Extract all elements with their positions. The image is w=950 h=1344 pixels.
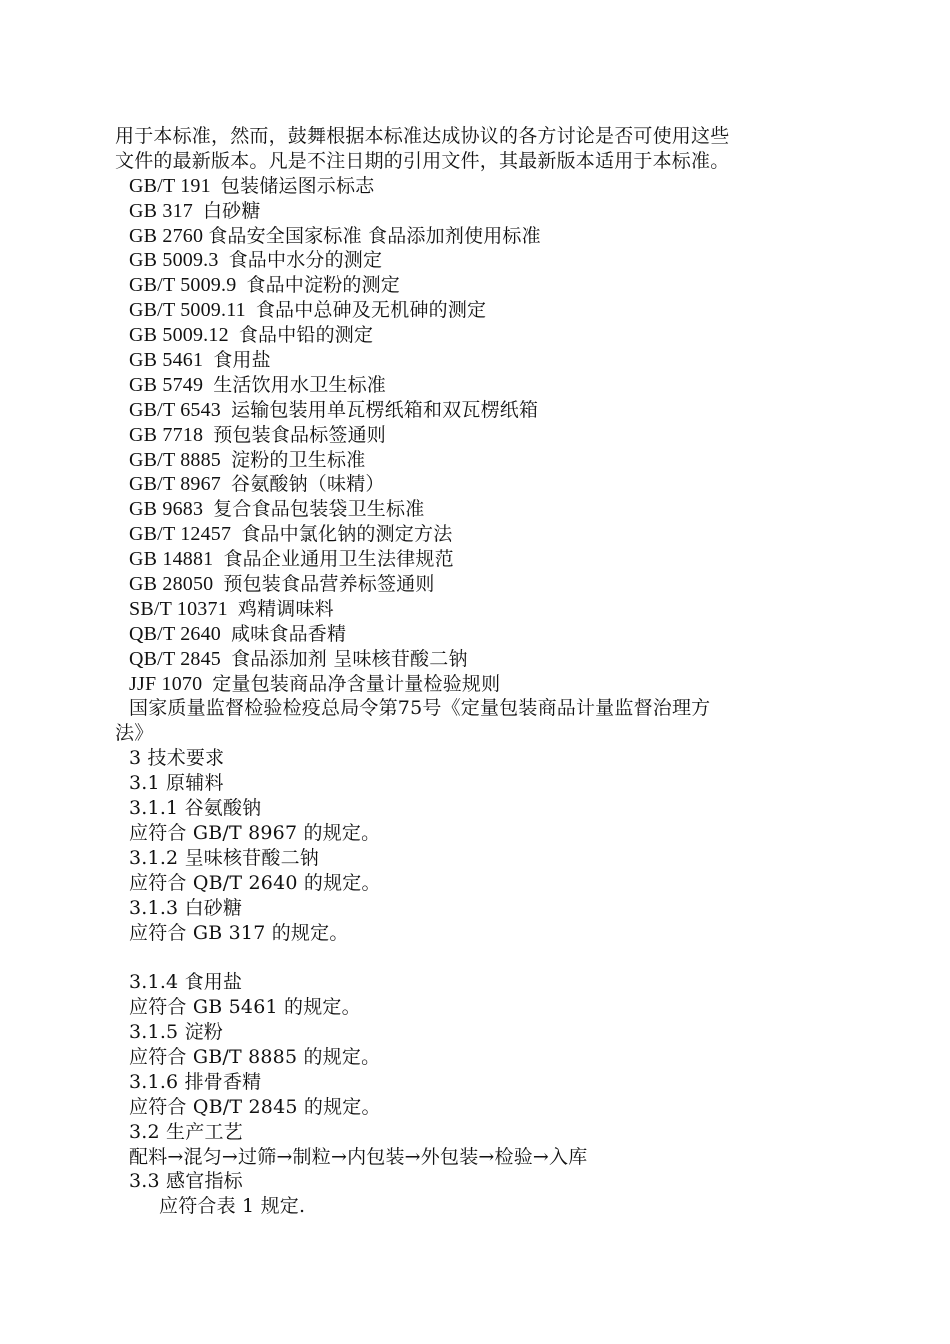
reference-title: 食品中铅的测定 bbox=[238, 324, 374, 347]
reference-code: GB/T 12457 bbox=[129, 523, 232, 546]
reference-code: GB 9683 bbox=[129, 498, 204, 521]
section-heading-3-2: 3.2 生产工艺 bbox=[129, 1120, 243, 1143]
reference-item bbox=[115, 423, 845, 448]
reference-item bbox=[115, 298, 845, 323]
reference-code: QB/T 2640 bbox=[129, 622, 221, 645]
reference-code: GB 2760 bbox=[129, 224, 204, 247]
reference-code: GB 5009.3 bbox=[129, 249, 219, 272]
reference-code: GB 14881 bbox=[129, 548, 214, 571]
reference-title: 预包装食品营养标签通则 bbox=[223, 573, 435, 596]
reference-item bbox=[115, 497, 845, 522]
reference-code: JJF 1070 bbox=[129, 672, 203, 695]
section-body-3-1-6: 应符合 QB/T 2845 的规定。 bbox=[129, 1095, 381, 1118]
reference-code: GB/T 6543 bbox=[129, 398, 221, 421]
blank-line bbox=[115, 945, 845, 970]
section-heading-3-3: 3.3 感官指标 bbox=[129, 1170, 243, 1193]
section-heading-3-1-5: 3.1.5 淀粉 bbox=[129, 1021, 223, 1044]
reference-title: 食品中淀粉的测定 bbox=[246, 274, 401, 297]
section-body-3-3: 应符合表 1 规定. bbox=[159, 1195, 306, 1218]
reference-code: GB 7718 bbox=[129, 423, 204, 446]
section-heading-3: 3 技术要求 bbox=[129, 747, 225, 770]
reference-item bbox=[115, 174, 845, 199]
reference-title: 鸡精调味料 bbox=[237, 597, 334, 620]
section-heading-3-1: 3.1 原辅料 bbox=[129, 772, 224, 795]
reference-item bbox=[115, 622, 845, 647]
reference-code: GB/T 191 bbox=[129, 174, 211, 197]
intro-line-2: 文件的最新版本。凡是不注日期的引用文件，其最新版本适用于本标准。 bbox=[115, 149, 730, 172]
reference-item bbox=[115, 224, 845, 249]
reference-title: 食品中水分的测定 bbox=[228, 249, 383, 272]
reference-code: GB/T 5009.9 bbox=[129, 274, 237, 297]
reference-title: 食用盐 bbox=[213, 349, 271, 372]
section-body-3-1-5: 应符合 GB/T 8885 的规定。 bbox=[129, 1045, 381, 1068]
reference-code: GB 28050 bbox=[129, 573, 214, 596]
reference-code: SB/T 10371 bbox=[129, 597, 228, 620]
reference-title: 食品添加剂 呈味核苷酸二钠 bbox=[231, 647, 468, 670]
reference-title: 食品安全国家标准 食品添加剂使用标准 bbox=[208, 224, 541, 247]
reference-item bbox=[115, 547, 845, 572]
decree-line-1: 国家质量监督检验检疫总局令第75号《定量包装商品计量监督治理方 bbox=[129, 697, 711, 720]
section-body-3-1-3: 应符合 GB 317 的规定。 bbox=[129, 921, 349, 944]
reference-code: GB 317 bbox=[129, 199, 193, 222]
reference-item bbox=[115, 647, 845, 672]
reference-item bbox=[115, 522, 845, 547]
reference-title: 食品中氯化钠的测定方法 bbox=[241, 523, 453, 546]
section-heading-3-1-6: 3.1.6 排骨香精 bbox=[129, 1070, 262, 1093]
reference-item bbox=[115, 398, 845, 423]
reference-title: 预包装食品标签通则 bbox=[213, 423, 386, 446]
reference-code: GB/T 5009.11 bbox=[129, 299, 246, 322]
reference-code: QB/T 2845 bbox=[129, 647, 221, 670]
section-body-3-1-2: 应符合 QB/T 2640 的规定。 bbox=[129, 871, 381, 894]
reference-item bbox=[115, 199, 845, 224]
reference-item bbox=[115, 672, 845, 697]
section-heading-3-1-2: 3.1.2 呈味核苷酸二钠 bbox=[129, 846, 319, 869]
reference-title: 谷氨酸钠（味精） bbox=[231, 473, 385, 496]
reference-title: 咸味食品香精 bbox=[231, 622, 347, 645]
reference-title: 白砂糖 bbox=[202, 199, 261, 222]
section-heading-3-1-3: 3.1.3 白砂糖 bbox=[129, 896, 243, 919]
reference-item bbox=[115, 373, 845, 398]
reference-item bbox=[115, 323, 845, 348]
reference-item bbox=[115, 248, 845, 273]
reference-item bbox=[115, 597, 845, 622]
reference-title: 食品中总砷及无机砷的测定 bbox=[255, 299, 487, 322]
reference-item bbox=[115, 448, 845, 473]
reference-code: GB 5461 bbox=[129, 349, 204, 372]
reference-code: GB/T 8967 bbox=[129, 473, 221, 496]
reference-item bbox=[115, 273, 845, 298]
section-heading-3-1-1: 3.1.1 谷氨酸钠 bbox=[129, 797, 262, 820]
section-heading-3-1-4: 3.1.4 食用盐 bbox=[129, 971, 243, 994]
reference-title: 复合食品包装袋卫生标准 bbox=[213, 498, 425, 521]
reference-title: 定量包装商品净含量计量检验规则 bbox=[212, 672, 501, 695]
reference-code: GB/T 8885 bbox=[129, 448, 221, 471]
section-body-3-1-1: 应符合 GB/T 8967 的规定。 bbox=[129, 821, 381, 844]
reference-title: 包装储运图示标志 bbox=[220, 174, 375, 197]
reference-title: 运输包装用单瓦楞纸箱和双瓦楞纸箱 bbox=[231, 398, 539, 421]
reference-item bbox=[115, 348, 845, 373]
document-body bbox=[115, 124, 845, 1219]
reference-item bbox=[115, 472, 845, 497]
reference-title: 生活饮用水卫生标准 bbox=[213, 373, 386, 396]
reference-code: GB 5749 bbox=[129, 373, 204, 396]
section-body-3-1-4: 应符合 GB 5461 的规定。 bbox=[129, 996, 361, 1019]
reference-item bbox=[115, 572, 845, 597]
decree-line-2: 法》 bbox=[115, 722, 154, 745]
reference-title: 淀粉的卫生标准 bbox=[231, 448, 366, 471]
reference-code: GB 5009.12 bbox=[129, 324, 229, 347]
reference-title: 食品企业通用卫生法律规范 bbox=[223, 548, 454, 571]
process-flow: 配料→混匀→过筛→制粒→内包装→外包装→检验→入库 bbox=[129, 1145, 588, 1168]
intro-line-1: 用于本标准，然而，鼓舞根据本标准达成协议的各方讨论是否可使用这些 bbox=[115, 125, 730, 147]
reference-list bbox=[115, 174, 845, 697]
